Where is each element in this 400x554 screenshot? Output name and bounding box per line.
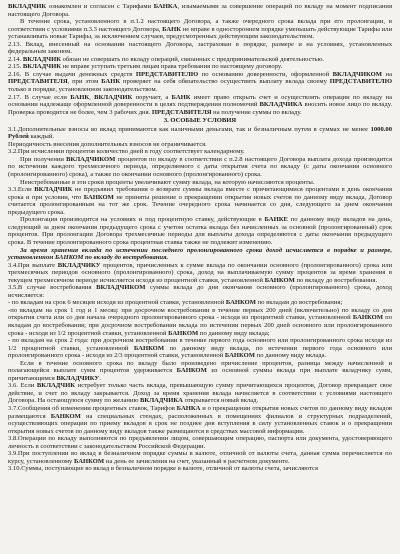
paragraph-3-1: 3.1.Дополнительные взносы во вклад принимаются как наличными деньгами, так и безналичным путем в суммах не менее 1000.00 Рублей каждый. [8, 125, 392, 141]
paragraph-2-14: 2.14. ВКЛАДЧИК обязан не совершать по вкладу операций, связанных с предпринимательской деятельностью. [8, 55, 325, 63]
paragraph-2-12-continued: ВКЛАДЧИК ознакомлен и согласен с Тарифами БАНКА, изымаемыми за совершение операций по вкладу на момент подписания настоящего Договора. [8, 3, 392, 18]
paragraph-3-8: 3.8.Операции по вкладу выполняются по предъявлении лицом, совершающим операцию, паспорта или документа, удостоверяющего личность в соответствии с законодательством Российской Федерации. [8, 435, 392, 450]
paragraph-3-10: 3.10.Суммы, поступающие во вклад в безналичном порядке в валюте, отличной от валюты счета, зачисляются [8, 465, 319, 473]
paragraph-3-3: 3.3.Если ВКЛАДЧИК не предъявил требования о возврате суммы вклада вместе с причитающимися процентами в день окончания срока и при условии, что БАНКОМ не приняты решение о прекращении открытия новых счетов по данному виду вклада, Договор считается пролонгированным на тот же срок. Течение очередного срока начинается со дня, следующего за днем окончания предыдущего срока. [8, 186, 392, 216]
paragraph-3-7: 3.7.Сообщения об изменении процентных ставок, Тарифов БАНКА и о прекращении открытия новых счетов по данному виду вкладов размещаются БАНКОМ на специальных стендах, расположенных в помещениях филиалов и структурных подразделений, осуществляющих операции по приему вкладов в срок не позднее дня вступления в силу установленных ставок и о прекращении открытия новых счетов по данному виду вкладов также размещаются в средствах массовой информации. [8, 404, 392, 435]
paragraph-3-3-after-term: За время хранения вклада по истечении последнего пролонгированного срока доход исчисляется в порядке и размере, установленном БАНКОМ по вкладу до востребования. [8, 246, 392, 262]
paragraph-3-5-one-year: -по вкладам на срок 1 год и 1 месяц: при досрочном востребовании в течение первых 200 дней (включительно) по вкладу со дня открытия счета или со дня начала очередного пролонгированного срока - исходя из процентной ставки, установленной БАНКОМ по вкладам до востребования; при досрочном востребовании вклада по истечении первых 200 дней основного или пролонгированного срока - исходя из 1/2 процентной ставки, установленной БАНКОМ по данному виду вклада; [8, 306, 392, 337]
paragraph-3-1-periodicity: Периодичность внесения дополнительных взносов не ограничивается. [8, 140, 207, 148]
paragraph-3-2-unclaimed: Неистребованные в эти сроки проценты увеличивают сумму вклада, на которую начисляются проценты. [20, 178, 315, 186]
paragraph-3-3-prolongation: Пролонгация производится на условиях и под процентную ставку, действующие в БАНКЕ по данному виду вкладов на день, следующий за днем окончания предыдущего срока с учетом остатка вклада без начисленных за основной (пролонгированный) срок процентов. При пролонгации Договора трехмесячные периоды для выплаты дохода определяются с даты окончания предыдущего срока. В течение пролонгированного срока процентная ставка также не подлежит изменению. [8, 216, 392, 246]
paragraph-3-5: 3.5.В случае востребования ВКЛАДЧИКОМ суммы вклада до дня окончания основного (пролонгированного) срока, доход исчисляется: [8, 284, 392, 299]
paragraph-3-4: 3.4.При выплате ВКЛАДЧИКУ процентов, причисленных к сумме вклада по окончании основного (пролонгированного) срока или трехмесячных периодов основного (пролонгированного) срока, доход на выплачиваемую сумму процентов за время хранения в текущем трехмесячном периоде исчисляется исходя из процентной ставки, установленной БАНКОМ по вкладу до востребования. [8, 261, 393, 284]
paragraph-3-2: 3.2.При исчислении процентов количество дней в году соответствует календарному. [8, 148, 245, 156]
paragraph-3-5-six-months: - по вкладам на срок 6 месяцев исходя из процентной ставки, установленной БАНКОМ по вкладам до востребования; [8, 299, 343, 307]
paragraph-2-17: 2.17. В случае если БАНК, ВКЛАДЧИК поручает, а БАНК имеет право открыть счет и осуществлять операции по вкладу на основании надлежаще оформленной доверенности в целях подтверждения полномочий ВКЛАДЧИКА вносить новое лицо по вкладу. Проверка проводится не более, чем 3 рабочих дня. ПРЕДСТАВИТЕЛЯ на получение суммы по вкладу. [8, 93, 393, 116]
paragraph-3-9: 3.9.При поступлении во вклад в безналичном порядке суммы в валюте, отличной от валюты счета, данная сумма перечисляется по курсу, установленному БАНКОМ на день ее зачисления на счет, указанный в расчетном документе. [8, 450, 392, 465]
section-2-continued [8, 3, 392, 116]
paragraph-2-15: 2.15. ВКЛАДЧИК не вправе уступать третьим лицам права требования по настоящему договору. [8, 63, 283, 71]
paragraph-3-5-two-years: - по вкладам на срок 2 года: при досрочном востребовании в течение первого года основного или пролонгированного срока исходя из 1/2 процентной ставки, установленной БАНКОМ по данному виду вклада, по истечении первого года основного или пролонгированного срока - исходя из 2/3 процентной ставки, установленной БАНКОМ по данному виду вклада. [8, 337, 392, 360]
paragraph-3-5-difference: Если в течение основного срока по вкладу было произведено причисление процентов, разница между начисленной и полагающейся выплате сумм процентов удерживается БАНКОМ из основной суммы вклада при выплате вкладчику сумм, причитающимся ВКЛАДЧИКУ. [8, 359, 392, 382]
paragraph-2-12-tariffs: В течение срока, установленного в п.1.2 настоящего Договора, а также очередного срока вклада при его пролонгации, в соответствии с условиями п.3.3 настоящего Договора, БАНК не вправе в одностороннем порядке уменьшать действующие Тарифы или устанавливать новые Тарифы, за исключением случаев, предусмотренных действующим законодательством. [8, 18, 392, 41]
section-3 [8, 126, 392, 473]
paragraph-2-13: 2.13. Вклад, внесенный на основании настоящего Договора, застрахован в порядке, размере и на условиях, установленных федеральным законом. [8, 40, 392, 56]
section-3-heading: 3. ОСОБЫЕ УСЛОВИЯ [163, 117, 237, 125]
paragraph-2-16: 2.16. В случае выдачи денежных средств ПРЕДСТАВИТЕЛЮ по основанию доверенности, оформленной ВКЛАДЧИКОМ на ПРЕДСТАВИТЕЛЯ, при этом БАНК проверяет на себя обязательство осуществить выплату вклада своему ПРЕДСТАВИТЕЛЮ только в порядке, установленном законодательством. [8, 70, 392, 94]
paragraph-3-2-payout: При получении ВКЛАДЧИКОМ процентов по вкладу в соответствии с п.2.8 настоящего Договора выплата дохода производится по истечении каждого трехмесячного периода, определяемого с даты открытия счета по вкладу (с даты окончания основного (пролонгированного) срока), а также по окончании основного (пролонгированного) срока. [8, 155, 392, 179]
paragraph-3-6: 3.6. Если ВКЛАДЧИК истребует только часть вклада, превышающую сумму причитающихся процентов, Договор прекращает свое действие, и счет по вкладу закрывается. Доход за время хранения вклада начисляется в соответствии с условиями настоящего Договора. На остающуюся сумму по желанию ВКЛАДЧИКА открывается новый вклад. [8, 382, 392, 405]
